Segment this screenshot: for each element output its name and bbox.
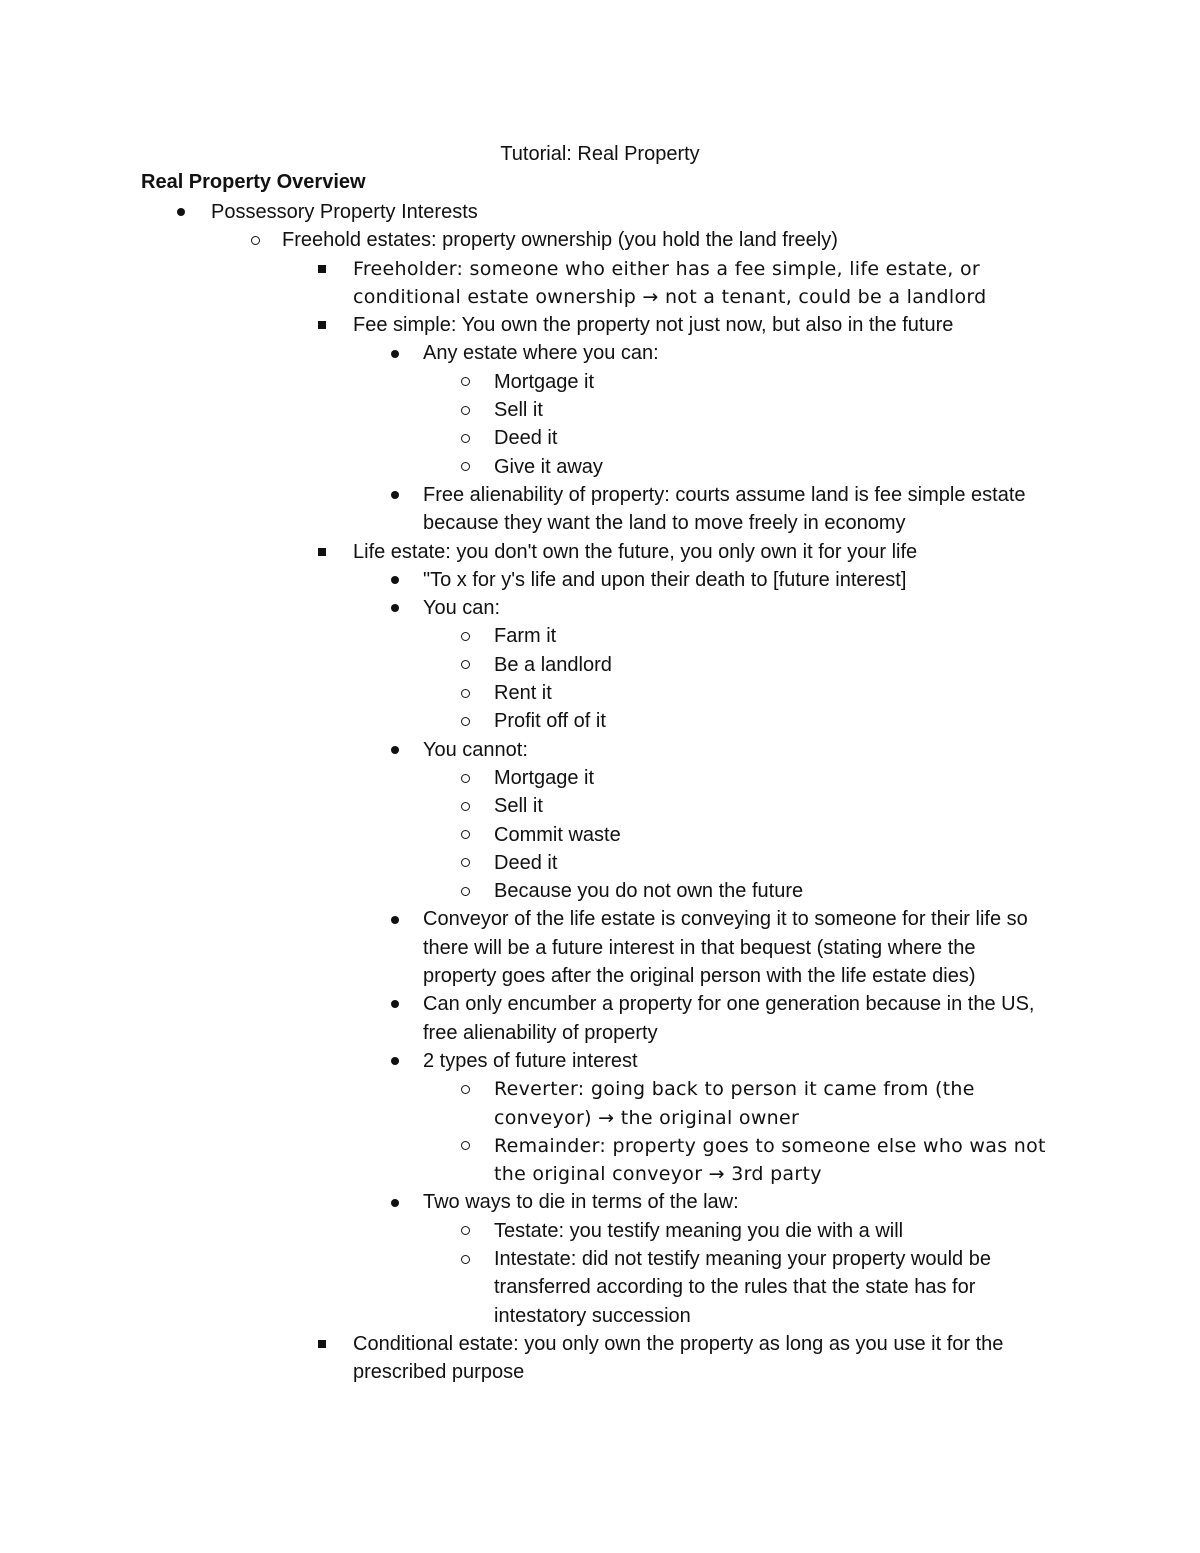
circle-bullet-icon xyxy=(457,368,473,396)
outline-item-text: Any estate where you can: xyxy=(423,342,659,365)
circle-bullet-icon xyxy=(457,849,473,877)
outline-item-text: Deed it xyxy=(494,851,558,874)
outline-item-text: You cannot: xyxy=(423,738,528,761)
outline-item-level-5 xyxy=(0,1132,1054,1189)
outline-item-level-2 xyxy=(0,226,1200,254)
document-title: Tutorial: Real Property xyxy=(500,143,700,165)
circle-bullet-icon xyxy=(457,877,473,905)
outline-item-level-4 xyxy=(0,594,1053,622)
outline-item-level-5 xyxy=(0,1075,1054,1132)
outline-item-level-3 xyxy=(0,538,1053,566)
disc-bullet-icon xyxy=(387,566,403,594)
outline-item-level-4 xyxy=(0,905,1053,990)
circle-bullet-icon xyxy=(457,1132,473,1160)
outline-item-level-5 xyxy=(0,368,1054,396)
circle-bullet-icon xyxy=(457,453,473,481)
disc-bullet-icon xyxy=(387,594,403,622)
disc-bullet-icon xyxy=(387,1188,403,1216)
disc-bullet-icon xyxy=(387,339,403,367)
outline-item-text: "To x for y's life and upon their death to [future interest] xyxy=(423,568,907,591)
outline-item-level-5 xyxy=(0,821,1054,849)
outline-item-text: Rent it xyxy=(494,682,552,705)
outline-item-text: Be a landlord xyxy=(494,653,612,676)
outline-item-text: Freehold estates: property ownership (you hold the land freely) xyxy=(282,229,838,252)
outline-item-level-5 xyxy=(0,792,1054,820)
outline-item-text: Conveyor of the life estate is conveying it to someone for their life so there will be a future interest in that bequest (stating where the property goes after the original person with the life estate dies) xyxy=(423,908,1028,988)
outline-item-text: Reverter: going back to person it came from (the conveyor) → the original owner xyxy=(494,1078,975,1129)
outline-item-text: Free alienability of property: courts assume land is fee simple estate because they want the land to move freely in economy xyxy=(423,483,1026,535)
outline-item-level-4 xyxy=(0,990,1053,1047)
outline-item-text: Mortgage it xyxy=(494,766,595,789)
outline-item-level-5 xyxy=(0,1245,1054,1330)
disc-bullet-icon xyxy=(387,1047,403,1075)
outline-item-text: Freeholder: someone who either has a fee simple, life estate, or conditional estate ownership → not a tenant, could be a landlord xyxy=(353,257,987,308)
outline-item-level-4 xyxy=(0,1047,1053,1075)
disc-bullet-icon xyxy=(387,481,403,509)
outline-item-text: 2 types of future interest xyxy=(423,1049,638,1072)
outline-item-level-5 xyxy=(0,622,1054,650)
circle-bullet-icon xyxy=(457,821,473,849)
outline-item-text: Give it away xyxy=(494,455,603,478)
outline-item-text: Sell it xyxy=(494,795,543,818)
outline-item-level-5 xyxy=(0,849,1054,877)
outline-item-text: Profit off of it xyxy=(494,710,606,733)
circle-bullet-icon xyxy=(247,226,263,254)
outline-item-level-5 xyxy=(0,396,1054,424)
outline-item-level-5 xyxy=(0,1217,1054,1245)
disc-bullet-icon xyxy=(387,736,403,764)
circle-bullet-icon xyxy=(457,1075,473,1103)
outline-item-text: Possessory Property Interests xyxy=(211,201,478,223)
outline-item-level-5 xyxy=(0,679,1054,707)
outline-item-level-4 xyxy=(0,339,1053,367)
outline-item-level-3 xyxy=(0,1330,1053,1387)
circle-bullet-icon xyxy=(457,679,473,707)
outline-item-text: Conditional estate: you only own the property as long as you use it for the prescribed purpose xyxy=(353,1332,1004,1384)
circle-bullet-icon xyxy=(457,707,473,735)
square-bullet-icon xyxy=(314,311,330,339)
outline-list xyxy=(0,198,1200,1386)
outline-item-level-4 xyxy=(0,1188,1053,1216)
square-bullet-icon xyxy=(314,538,330,566)
circle-bullet-icon xyxy=(457,792,473,820)
outline-item-text: Because you do not own the future xyxy=(494,880,804,903)
section-heading: Real Property Overview xyxy=(141,171,366,193)
outline-item-level-4 xyxy=(0,736,1053,764)
outline-item-level-5 xyxy=(0,424,1054,452)
outline-item-text: Can only encumber a property for one generation because in the US, free alienability of property xyxy=(423,993,1035,1044)
outline-item-text: Intestate: did not testify meaning your property would be transferred according to the rules that the state has for intestatory succession xyxy=(494,1247,991,1327)
outline-item-text: Mortgage it xyxy=(494,370,595,393)
square-bullet-icon xyxy=(314,1330,330,1358)
outline-item-text: Two ways to die in terms of the law: xyxy=(423,1191,739,1214)
outline-item-text: Commit waste xyxy=(494,823,621,846)
circle-bullet-icon xyxy=(457,622,473,650)
outline-item-level-3 xyxy=(0,311,1053,339)
outline-item-text: Life estate: you don't own the future, you only own it for your life xyxy=(353,540,918,563)
outline-item-level-5 xyxy=(0,877,1054,905)
circle-bullet-icon xyxy=(457,1245,473,1273)
outline-item-text: Sell it xyxy=(494,399,543,422)
outline-item-text: Farm it xyxy=(494,625,557,648)
disc-bullet-icon xyxy=(387,905,403,933)
circle-bullet-icon xyxy=(457,1217,473,1245)
square-bullet-icon xyxy=(314,255,330,283)
outline-item-level-5 xyxy=(0,453,1054,481)
outline-item-text: Deed it xyxy=(494,427,558,450)
outline-item-text: Fee simple: You own the property not just now, but also in the future xyxy=(353,314,954,337)
outline-item-text: Remainder: property goes to someone else who was not the original conveyor → 3rd party xyxy=(494,1134,1046,1186)
circle-bullet-icon xyxy=(457,764,473,792)
outline-item-level-3 xyxy=(0,255,1053,312)
outline-item-level-4 xyxy=(0,566,1053,594)
circle-bullet-icon xyxy=(457,651,473,679)
circle-bullet-icon xyxy=(457,424,473,452)
outline-item-level-4 xyxy=(0,481,1053,538)
outline-item-text: You can: xyxy=(423,597,501,620)
outline-item-level-5 xyxy=(0,707,1054,735)
outline-item-level-5 xyxy=(0,651,1054,679)
circle-bullet-icon xyxy=(457,396,473,424)
outline-item-level-5 xyxy=(0,764,1054,792)
disc-bullet-icon xyxy=(387,990,403,1018)
disc-bullet-icon xyxy=(173,198,189,226)
outline-item-level-1 xyxy=(0,198,1200,226)
outline-item-text: Testate: you testify meaning you die with a will xyxy=(494,1219,904,1242)
